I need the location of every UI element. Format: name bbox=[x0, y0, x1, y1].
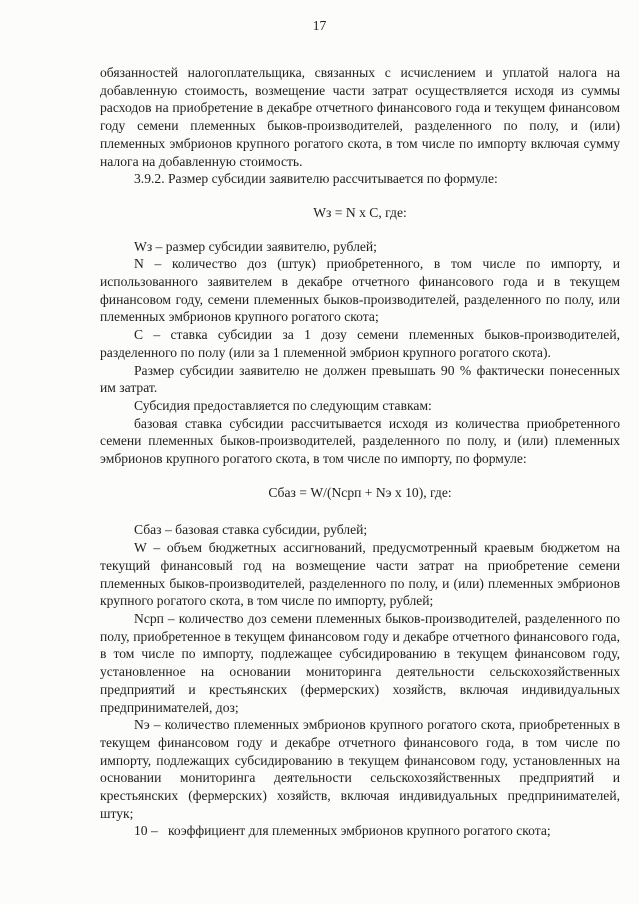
definition-wz: Wз – размер субсидии заявителю, рублей; bbox=[134, 238, 377, 254]
definition-nsrp: Nсрп – количество доз семени племенных быков-производителей, разделенного по полу, приобретенное в текущем финансовом году и декабре отчетного финансового года, в том числе по импорту, подлежащее субсидированию в текущем финансовом году, установленное на основании мониторинга деятельности сельскохозяйственных предприятий и крестьянских (фермерских) хозяйств, включая индивидуальных предпринимателей, доз; bbox=[100, 610, 620, 715]
paragraph-subsidy-limit: Размер субсидии заявителю не должен превышать 90 % фактически понесенных им затрат. bbox=[100, 362, 620, 396]
paragraph-rates-intro: Субсидия предоставляется по следующим ставкам: bbox=[134, 397, 432, 413]
paragraph-base-rate: базовая ставка субсидии рассчитывается исходя из количества приобретенного семени племенных быков-производителей, разделенного по полу, и (или) племенных эмбрионов крупного рогатого скота, в том числе по импорту, по формуле: bbox=[100, 415, 620, 467]
definition-c: С – ставка субсидии за 1 дозу семени племенных быков-производителей, разделенного по полу (или за 1 племенной эмбрион крупного рогатого скота). bbox=[100, 327, 620, 360]
formula-subsidy-size: Wз = N x C, где: bbox=[313, 204, 407, 220]
paragraph-clause-3-9-2: 3.9.2. Размер субсидии заявителю рассчитывается по формуле: bbox=[134, 171, 498, 187]
formula-base-rate: Сбаз = W/(Nсрп + Nэ x 10), где: bbox=[268, 484, 452, 500]
definition-n: N – количество доз (штук) приобретенного, в том числе по импорту, и использованного заявителем в декабре отчетного финансового года и в текущем финансовом году, семени племенных быков-производителей, разделенного по полу, или племенных эмбрионов крупного рогатого скота; bbox=[100, 256, 620, 325]
paragraph-vat-continuation: обязанностей налогоплательщика, связанных с исчислением и уплатой налога на добавленную стоимость, возмещение части затрат осуществляется исходя из суммы расходов на приобретение в декабре отчетного финансового года и текущем финансовом году семени племенных быков-производителей, разделенного по полу, и (или) племенных эмбрионов крупного рогатого скота, в том числе по импорту включая сумму налога на добавленную стоимость. bbox=[100, 65, 620, 169]
definition-cbaz: Сбаз – базовая ставка субсидии, рублей; bbox=[134, 522, 368, 538]
definition-coefficient-10: 10 – коэффициент для племенных эмбрионов крупного рогатого скота; bbox=[134, 823, 551, 839]
definition-ne: Nэ – количество племенных эмбрионов крупного рогатого скота, приобретенных в текущем финансовом году и декабре отчетного финансового года, в том числе по импорту, подлежащих субсидированию в текущем финансовом году, установленных на основании мониторинга деятельности сельскохозяйственных предприятий и крестьянских (фермерских) хозяйств, включая индивидуальных предпринимателей, штук; bbox=[100, 717, 620, 821]
document-body bbox=[100, 64, 620, 840]
definition-w: W – объем бюджетных ассигнований, предусмотренный краевым бюджетом на текущий финансовый год на возмещение части затрат на приобретение семени племенных быков-производителей, разделенного по полу, и (или) племенных эмбрионов крупного рогатого скота, в том числе по импорту, рублей; bbox=[100, 540, 620, 609]
page-number: 17 bbox=[312, 18, 327, 33]
